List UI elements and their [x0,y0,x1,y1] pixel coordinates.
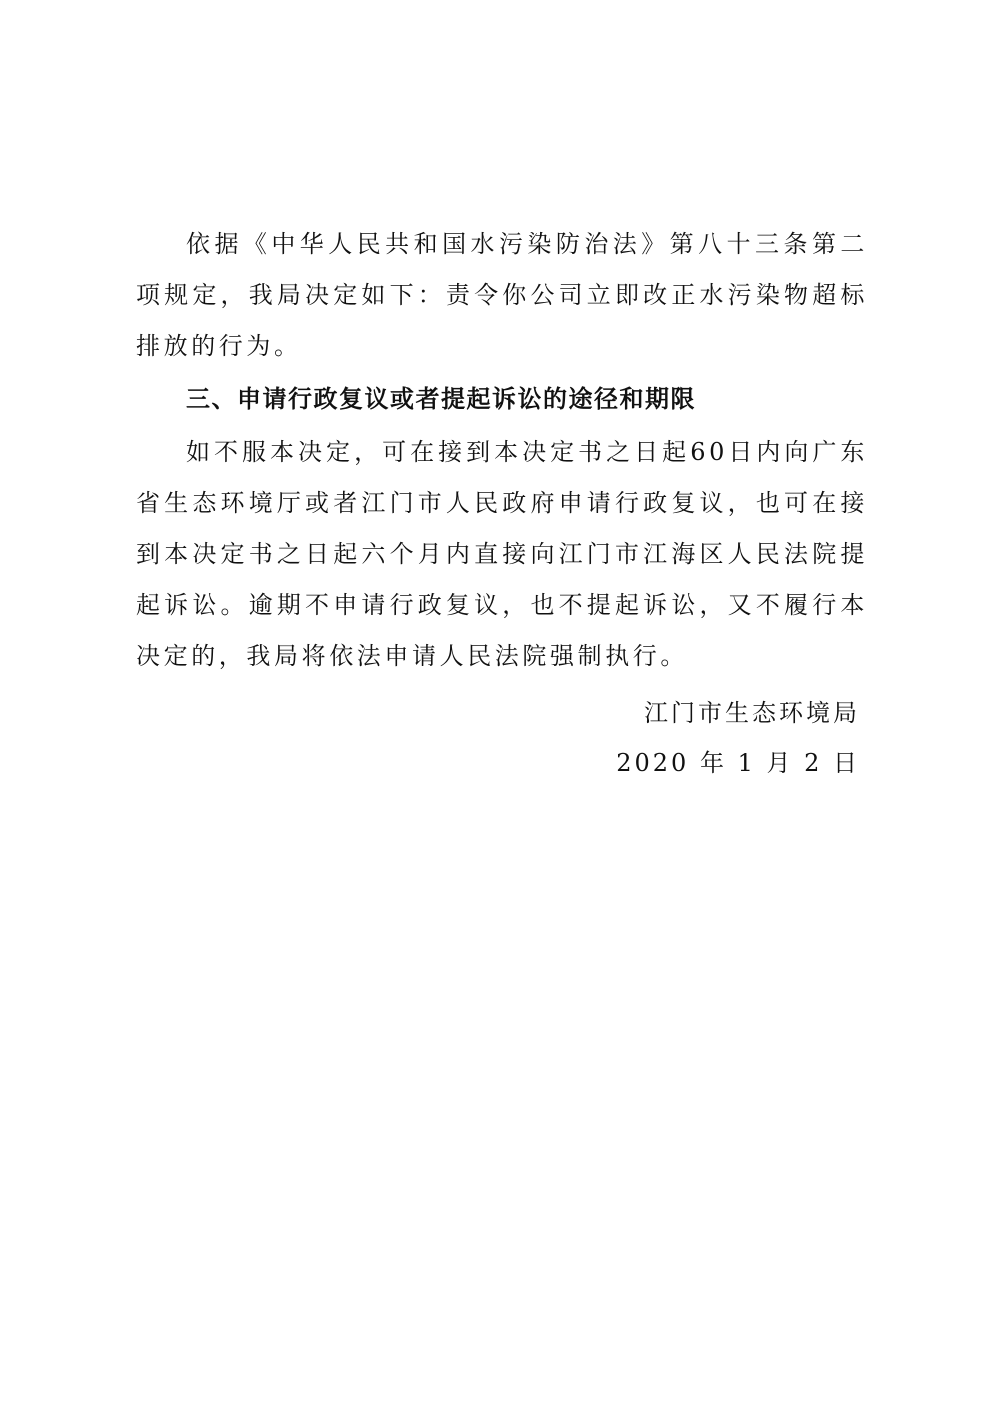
signature-organization: 江门市生态环境局 [644,699,860,727]
section-heading-appeal: 三、申请行政复议或者提起诉讼的途径和期限 [186,385,696,413]
signature-date: 2020 年 1 月 2 日 [616,749,860,777]
body-paragraph-decision: 依据《中华人民共和国水污染防治法》第八十三条第二项规定，我局决定如下：责令你公司立即改正水污染物超标排放的行为。 [136,230,868,360]
body-paragraph-appeal: 如不服本决定，可在接到本决定书之日起60日内向广东省生态环境厅或者江门市人民政府申请行政复议，也可在接到本决定书之日起六个月内直接向江门市江海区人民法院提起诉讼。逾期不申请行政复议，也不提起诉讼，又不履行本决定的，我局将依法申请人民法院强制执行。 [136,438,868,670]
